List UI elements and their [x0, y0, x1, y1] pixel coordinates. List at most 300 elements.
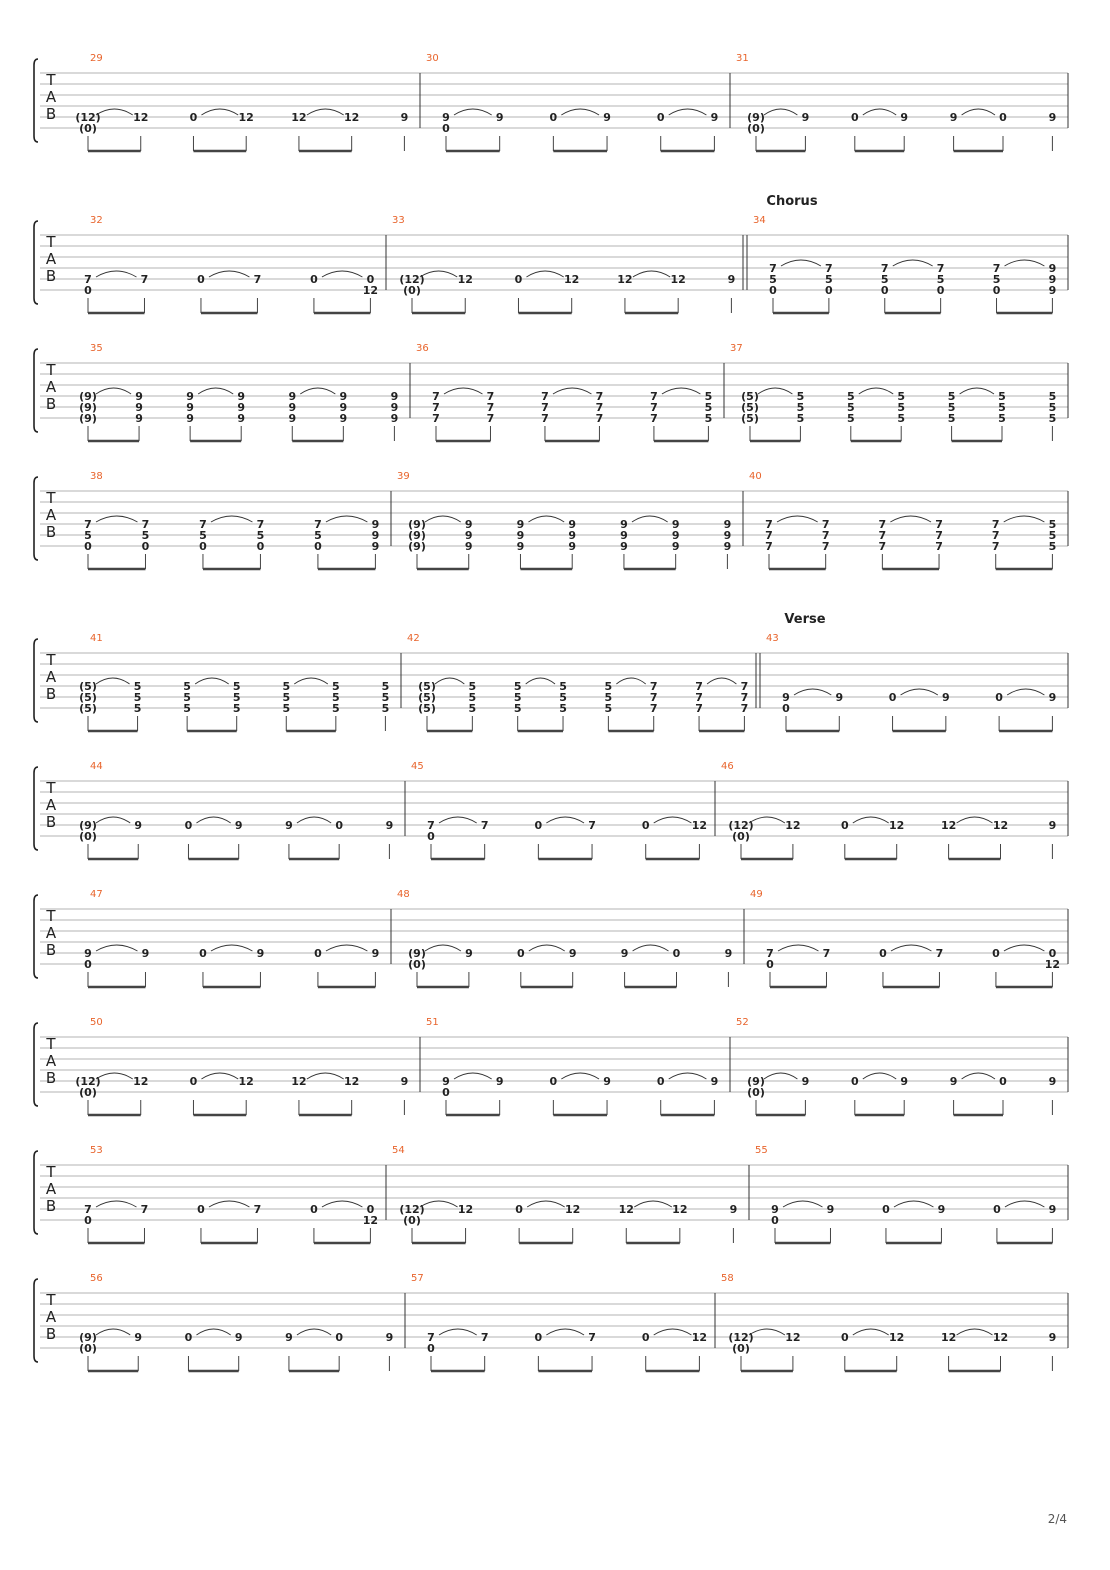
fret-number: 12 — [238, 111, 254, 124]
fret-number: 0 — [314, 947, 322, 960]
fret-number: 0 — [427, 1342, 435, 1355]
fret-number: 0 — [888, 691, 897, 704]
tab-clef-letter: B — [45, 523, 57, 541]
fret-number: 0 — [197, 273, 205, 286]
tie-arc — [1005, 1201, 1044, 1207]
fret-number: 9 — [339, 390, 348, 403]
fret-number: 0 — [656, 1075, 665, 1088]
fret-number: 12 — [691, 1331, 708, 1344]
fret-number: 9 — [671, 518, 680, 531]
fret-number: 7 — [650, 401, 658, 414]
fret-number: 0 — [995, 691, 1003, 704]
fret-number: 9 — [134, 819, 143, 832]
fret-number: (12) — [399, 1203, 425, 1216]
measure — [75, 1017, 408, 1115]
fret-number: 12 — [617, 273, 633, 286]
fret-number: 0 — [641, 819, 650, 832]
fret-number: 0 — [189, 111, 198, 124]
fret-number: 5 — [133, 691, 142, 704]
fret-number: 9 — [949, 1075, 958, 1088]
fret-number: 7 — [821, 540, 830, 553]
tie-arc — [196, 1329, 230, 1335]
measure-number: 42 — [407, 633, 420, 644]
tab-clef-letter: A — [45, 378, 57, 396]
fret-number: 9 — [801, 1075, 810, 1088]
fret-number: 7 — [935, 518, 943, 531]
fret-number: 5 — [133, 702, 142, 715]
fret-number: 0 — [199, 947, 207, 960]
tie-arc — [777, 516, 818, 522]
fret-number: 5 — [468, 702, 477, 715]
measure-number: 46 — [721, 761, 734, 772]
measure-number: 35 — [90, 343, 103, 354]
tie-arc — [96, 109, 133, 115]
fret-number: 9 — [134, 1331, 143, 1344]
fret-number: (0) — [79, 1342, 97, 1355]
fret-number: 9 — [237, 390, 246, 403]
fret-number: 9 — [671, 529, 680, 542]
fret-number: 5 — [1048, 401, 1057, 414]
fret-number: (9) — [79, 1331, 97, 1344]
fret-number: 7 — [878, 518, 887, 531]
fret-number: 9 — [937, 1203, 946, 1216]
fret-number: 7 — [935, 947, 944, 960]
measure — [766, 633, 1056, 731]
fret-number: 9 — [723, 540, 732, 553]
tab-system — [34, 471, 1068, 569]
fret-number: 9 — [385, 1331, 394, 1344]
tab-clef-letter: A — [45, 1308, 57, 1326]
fret-number: 7 — [432, 412, 440, 425]
measure-number: 32 — [90, 215, 103, 226]
fret-number: 0 — [850, 1075, 859, 1088]
tie-arc — [439, 1329, 477, 1335]
fret-number: 5 — [84, 529, 92, 542]
tie-arc — [778, 945, 818, 951]
fret-number: 7 — [991, 518, 1000, 531]
tab-clef-letter: B — [45, 1197, 57, 1215]
fret-number: 9 — [729, 1203, 738, 1216]
fret-number: (12) — [728, 819, 754, 832]
fret-number: 7 — [486, 390, 495, 403]
measure-number: 54 — [392, 1145, 405, 1156]
tie-arc — [894, 1201, 933, 1207]
measure — [753, 215, 1056, 313]
tie-arc — [633, 945, 669, 951]
fret-number: 9 — [1048, 284, 1057, 297]
tie-arc — [527, 1201, 565, 1207]
fret-number: 7 — [480, 819, 489, 832]
fret-number: 5 — [1048, 412, 1057, 425]
tie-arc — [1004, 516, 1045, 522]
fret-number: 5 — [704, 390, 713, 403]
fret-number: 7 — [936, 262, 945, 275]
fret-number: 9 — [1048, 111, 1057, 124]
fret-number: 9 — [237, 401, 246, 414]
tab-clef-letter: B — [45, 395, 57, 413]
fret-number: 9 — [256, 947, 265, 960]
tie-arc — [294, 678, 328, 684]
fret-number: (5) — [741, 390, 759, 403]
tab-clef-letter: B — [45, 1325, 57, 1343]
fret-number: 5 — [256, 529, 265, 542]
tie-arc — [322, 1201, 362, 1207]
tab-clef-letter: A — [45, 1180, 57, 1198]
fret-number: 0 — [999, 111, 1007, 124]
fret-number: 0 — [999, 1075, 1007, 1088]
fret-number: 9 — [135, 401, 143, 414]
fret-number: 0 — [310, 1203, 318, 1216]
tie-arc — [209, 1201, 249, 1207]
measure-number: 40 — [749, 471, 762, 482]
fret-number: 5 — [513, 680, 522, 693]
measure — [84, 215, 378, 313]
tie-arc — [749, 817, 785, 823]
fret-number: 7 — [880, 262, 889, 275]
fret-number: 9 — [568, 529, 577, 542]
tab-clef-letter: T — [46, 1035, 56, 1053]
fret-number: 7 — [695, 702, 703, 715]
fret-number: (9) — [79, 390, 97, 403]
fret-number: 0 — [189, 1075, 198, 1088]
tie-arc — [634, 1201, 672, 1207]
fret-number: 5 — [704, 401, 713, 414]
fret-number: (5) — [79, 680, 97, 693]
fret-number: 9 — [400, 1075, 409, 1088]
fret-number: 9 — [568, 947, 577, 960]
tab-system — [34, 889, 1068, 987]
tab-clef-letter: T — [46, 71, 56, 89]
system-bracket — [34, 895, 38, 978]
fret-number: 7 — [84, 518, 92, 531]
fret-number: 0 — [672, 947, 681, 960]
measure — [79, 1273, 393, 1371]
fret-number: 9 — [390, 390, 399, 403]
fret-number: 12 — [785, 819, 801, 832]
fret-number: 9 — [671, 540, 680, 553]
fret-number: 7 — [480, 1331, 489, 1344]
fret-number: 0 — [766, 958, 774, 971]
tie-arc — [632, 516, 668, 522]
fret-number: 5 — [846, 412, 855, 425]
fret-number: 7 — [821, 529, 830, 542]
measure — [736, 53, 1056, 151]
fret-number: 0 — [850, 111, 859, 124]
fret-number: 9 — [84, 947, 92, 960]
fret-number: 7 — [199, 518, 207, 531]
fret-number: (0) — [79, 1086, 97, 1099]
tie-arc — [326, 516, 367, 522]
measure — [411, 761, 707, 859]
fret-number: 0 — [549, 111, 558, 124]
tie-arc — [707, 678, 736, 684]
fret-number: 9 — [442, 111, 450, 124]
fret-number: 9 — [465, 947, 473, 960]
tie-arc — [960, 388, 994, 394]
tie-arc — [546, 817, 584, 823]
tie-arc — [454, 1073, 492, 1079]
fret-number: 5 — [332, 691, 340, 704]
fret-number: 12 — [238, 1075, 254, 1088]
fret-number: 9 — [385, 819, 394, 832]
fret-number: 7 — [649, 691, 658, 704]
measure-number: 37 — [730, 343, 743, 354]
fret-number: 5 — [846, 401, 855, 414]
fret-number: 7 — [650, 412, 658, 425]
measure — [721, 1273, 1056, 1371]
fret-number: 7 — [427, 819, 435, 832]
fret-number: 0 — [256, 540, 265, 553]
measure — [736, 1017, 1056, 1115]
fret-number: (0) — [79, 830, 97, 843]
tab-system — [34, 53, 1068, 151]
fret-number: (0) — [408, 958, 426, 971]
fret-number: 5 — [468, 691, 477, 704]
fret-number: 9 — [568, 518, 577, 531]
fret-number: 5 — [332, 702, 340, 715]
fret-number: 5 — [332, 680, 340, 693]
system-bracket — [34, 221, 38, 304]
measure — [75, 53, 408, 151]
fret-number: (0) — [403, 284, 421, 297]
fret-number: 5 — [1048, 529, 1057, 542]
tie-arc — [96, 516, 137, 522]
fret-number: 5 — [897, 401, 906, 414]
tab-clef-letter: B — [45, 813, 57, 831]
fret-number: 5 — [947, 401, 956, 414]
fret-number: 9 — [390, 412, 399, 425]
tab-system — [34, 1145, 1068, 1243]
tab-clef-letter: A — [45, 88, 57, 106]
fret-number: 12 — [992, 1331, 1009, 1344]
fret-number: 12 — [785, 1331, 801, 1344]
fret-number: 7 — [253, 273, 262, 286]
fret-number: 5 — [796, 401, 805, 414]
fret-number: 7 — [935, 540, 943, 553]
tie-arc — [758, 388, 792, 394]
fret-number: 0 — [366, 273, 375, 286]
fret-number: 5 — [232, 691, 241, 704]
fret-number: 0 — [335, 819, 343, 832]
fret-number: 0 — [549, 1075, 558, 1088]
measure — [426, 1017, 718, 1115]
fret-number: (9) — [408, 518, 426, 531]
fret-number: 9 — [900, 1075, 909, 1088]
tie-arc — [783, 1201, 822, 1207]
tie-arc — [891, 945, 931, 951]
measure-number: 50 — [90, 1017, 103, 1028]
fret-number: 7 — [825, 262, 833, 275]
fret-number: 9 — [339, 412, 348, 425]
measure — [397, 471, 731, 569]
measure — [79, 761, 393, 859]
fret-number: 9 — [603, 1075, 611, 1088]
fret-number: 9 — [710, 111, 719, 124]
fret-number: 5 — [559, 680, 567, 693]
fret-number: 9 — [495, 111, 504, 124]
tab-clef-letter: A — [45, 796, 57, 814]
fret-number: 12 — [618, 1203, 634, 1216]
fret-number: 12 — [565, 1203, 581, 1216]
fret-number: 9 — [186, 401, 194, 414]
fret-number: 12 — [133, 1075, 149, 1088]
tab-clef-letter: A — [45, 250, 57, 268]
tie-arc — [781, 260, 821, 266]
fret-number: (9) — [747, 1075, 765, 1088]
tie-arc — [863, 109, 896, 115]
measure — [79, 343, 398, 441]
fret-number: 12 — [457, 273, 473, 286]
fret-number: 0 — [84, 958, 92, 971]
fret-number: 7 — [427, 1331, 435, 1344]
fret-number: 7 — [84, 1203, 92, 1216]
fret-number: 0 — [534, 1331, 543, 1344]
fret-number: (9) — [408, 540, 426, 553]
fret-number: 9 — [285, 819, 293, 832]
measure — [84, 1145, 378, 1243]
fret-number: 5 — [897, 412, 906, 425]
fret-number: 12 — [672, 1203, 688, 1216]
fret-number: 9 — [723, 518, 732, 531]
fret-number: 5 — [133, 680, 142, 693]
fret-number: 7 — [740, 702, 749, 715]
tie-arc — [749, 1329, 785, 1335]
fret-number: 9 — [288, 390, 297, 403]
fret-number: 0 — [184, 1331, 193, 1344]
tie-arc — [297, 1329, 331, 1335]
tie-arc — [863, 1073, 896, 1079]
fret-number: 9 — [135, 412, 143, 425]
tie-arc — [528, 516, 564, 522]
fret-number: 12 — [291, 111, 307, 124]
fret-number: 5 — [796, 390, 805, 403]
tie-arc — [96, 945, 137, 951]
measure-number: 36 — [416, 343, 429, 354]
fret-number: 5 — [282, 680, 291, 693]
system-bracket — [34, 477, 38, 560]
tie-arc — [853, 817, 889, 823]
fret-number: 9 — [1048, 819, 1057, 832]
fret-number: 7 — [140, 273, 149, 286]
tie-arc — [297, 817, 331, 823]
system-bracket — [34, 1279, 38, 1362]
fret-number: (0) — [403, 1214, 421, 1227]
fret-number: 0 — [84, 284, 92, 297]
measure — [407, 633, 748, 731]
fret-number: 5 — [513, 691, 522, 704]
fret-number: 5 — [314, 529, 322, 542]
measure-number: 39 — [397, 471, 410, 482]
measure — [84, 471, 379, 569]
fret-number: (12) — [75, 111, 101, 124]
measure-number: 58 — [721, 1273, 734, 1284]
tab-clef-letter: B — [45, 685, 57, 703]
fret-number: (5) — [741, 401, 759, 414]
fret-number: 9 — [1048, 1203, 1057, 1216]
fret-number: (5) — [79, 691, 97, 704]
fret-number: 12 — [940, 1331, 957, 1344]
fret-number: 7 — [140, 1203, 149, 1216]
measure-number: 51 — [426, 1017, 439, 1028]
fret-number: (0) — [732, 1342, 750, 1355]
fret-number: (9) — [79, 412, 97, 425]
fret-number: 9 — [135, 390, 143, 403]
fret-number: 9 — [1048, 1331, 1057, 1344]
measure-number: 38 — [90, 471, 103, 482]
fret-number: 0 — [769, 284, 777, 297]
fret-number: 5 — [604, 702, 613, 715]
tie-arc — [962, 109, 995, 115]
fret-number: 5 — [846, 390, 855, 403]
tie-arc — [420, 271, 457, 277]
fret-number: 7 — [695, 691, 703, 704]
tab-clef-letter: B — [45, 105, 57, 123]
measure-number: 57 — [411, 1273, 424, 1284]
fret-number: 0 — [84, 540, 92, 553]
fret-number: 9 — [371, 947, 380, 960]
measure-number: 48 — [397, 889, 410, 900]
tie-arc — [1007, 689, 1044, 695]
fret-number: 9 — [371, 518, 380, 531]
fret-number: (12) — [75, 1075, 101, 1088]
fret-number: 9 — [371, 540, 380, 553]
fret-number: 5 — [998, 412, 1006, 425]
tie-arc — [201, 109, 238, 115]
fret-number: 9 — [371, 529, 380, 542]
fret-number: 9 — [826, 1203, 835, 1216]
fret-number: 5 — [769, 273, 777, 286]
fret-number: 0 — [992, 947, 1000, 960]
fret-number: (5) — [741, 412, 759, 425]
fret-number: 5 — [183, 691, 191, 704]
tie-arc — [893, 260, 933, 266]
fret-number: 0 — [993, 1203, 1001, 1216]
fret-number: 9 — [724, 947, 733, 960]
fret-number: 0 — [199, 540, 207, 553]
fret-number: 0 — [314, 540, 322, 553]
system-bracket — [34, 639, 38, 722]
fret-number: 9 — [288, 401, 297, 414]
fret-number: 7 — [649, 680, 658, 693]
fret-number: 5 — [183, 702, 191, 715]
tie-arc — [307, 1073, 344, 1079]
fret-number: 0 — [442, 1086, 450, 1099]
fret-number: 9 — [464, 518, 473, 531]
fret-number: 5 — [704, 412, 713, 425]
fret-number: 5 — [1048, 540, 1057, 553]
tie-arc — [444, 388, 482, 394]
fret-number: 12 — [362, 1214, 379, 1227]
fret-number: 9 — [234, 819, 243, 832]
fret-number: 9 — [620, 518, 628, 531]
fret-number: 9 — [339, 401, 348, 414]
tie-arc — [526, 678, 555, 684]
tie-arc — [561, 1073, 599, 1079]
tie-arc — [211, 516, 252, 522]
fret-number: (9) — [79, 819, 97, 832]
tie-arc — [96, 678, 130, 684]
fret-number: 7 — [541, 401, 549, 414]
fret-number: 0 — [936, 284, 945, 297]
fret-number: 9 — [186, 390, 194, 403]
fret-number: 0 — [840, 1331, 849, 1344]
fret-number: 9 — [464, 540, 473, 553]
tie-arc — [957, 1329, 993, 1335]
fret-number: 0 — [879, 947, 887, 960]
fret-number: 12 — [992, 819, 1009, 832]
fret-number: 9 — [464, 529, 473, 542]
fret-number: 5 — [381, 691, 390, 704]
